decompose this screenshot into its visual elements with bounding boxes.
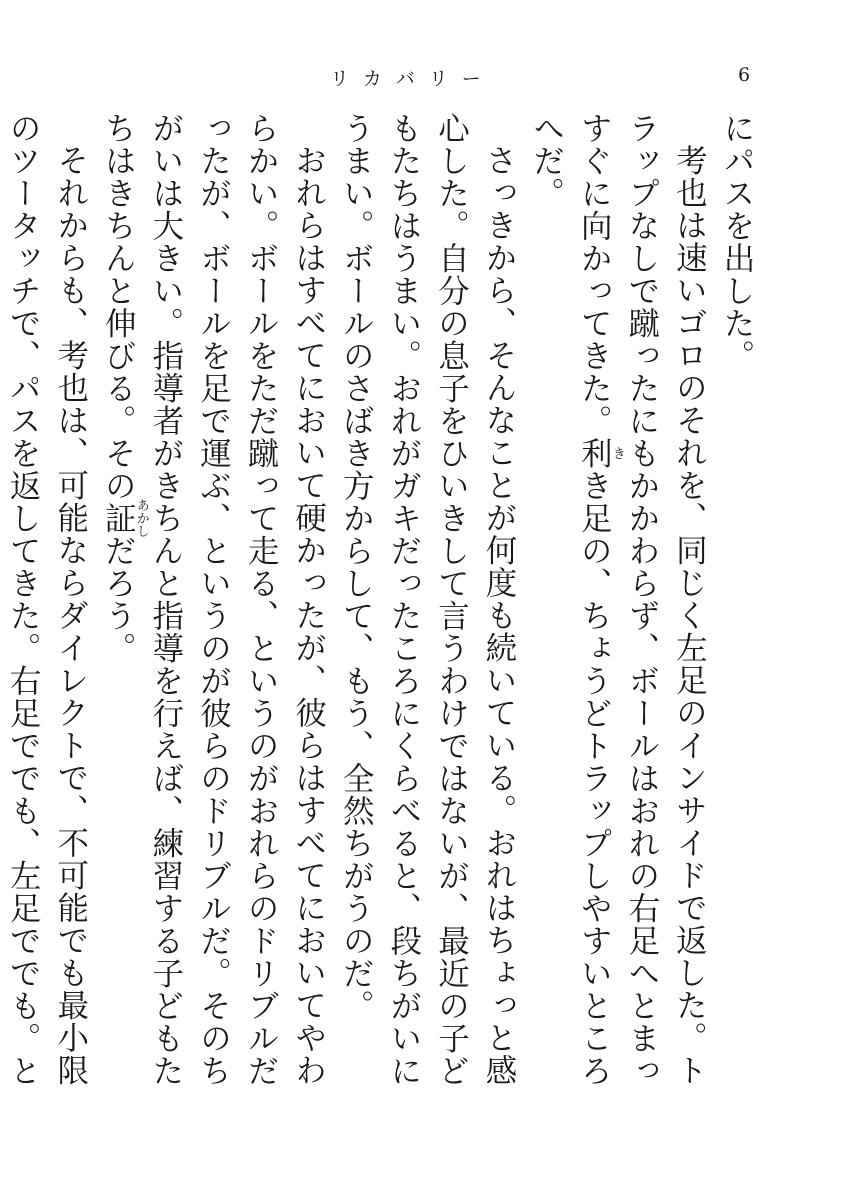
paragraph-1: にパスを出した。 [719,112,755,372]
running-header: リカバリー [330,68,495,90]
ruby-kiki-base: 利 [576,437,613,470]
ruby-kiki [576,437,625,470]
ruby-akashi-base: 証 [100,498,137,538]
ruby-akashi-reading: あかし [133,498,149,538]
paragraph-2-text-a: 考也は速いゴロのそれを、同じく左足のインサイドで返した。トラップなしで蹴ったにもかかわらず、ボールはおれの右足へとまっすぐに向かってきた。 [576,112,708,1087]
paragraph-5: それからも、考也は、可能ならダイレクトで、不可能でも最小限のツータッチで、パスを返してきた。右足ででも、左足ででも。と [5,112,89,1087]
paragraph-2 [522,112,712,1112]
page-number: 6 [738,64,751,86]
paragraph-4 [94,112,332,1112]
ruby-kiki-reading: き [609,437,625,470]
paragraph-4-text-a: おれらはすべてにおいて硬かったが、彼らはすべてにおいてやわらかい。ボールをただ蹴って走る、というのがおれらのドリブルだったが、ボールを足で運ぶ、というのが彼らのドリブルだ。そのちがいは大きい。指導者がきちんと指導を行えば、練習する子どもたちはきちんと伸びる。その [100,112,327,1087]
paragraph-2-text-b: き足の、ちょうどトラップしやすいところへだ。 [528,112,613,1087]
ruby-akashi [100,498,149,538]
novel-body-text [5,112,760,1112]
paragraph-4-text-b: だろう。 [100,534,137,665]
paragraph-3: さっきから、そんなことが何度も続いている。おれはちょっと感心した。自分の息子をひいきして言うわけではないが、最近の子どもたちはうまい。おれがガキだったころにくらべると、段ちがいにうまい。ボールのさばき方からして、もう、全然ちがうのだ。 [338,112,518,1087]
